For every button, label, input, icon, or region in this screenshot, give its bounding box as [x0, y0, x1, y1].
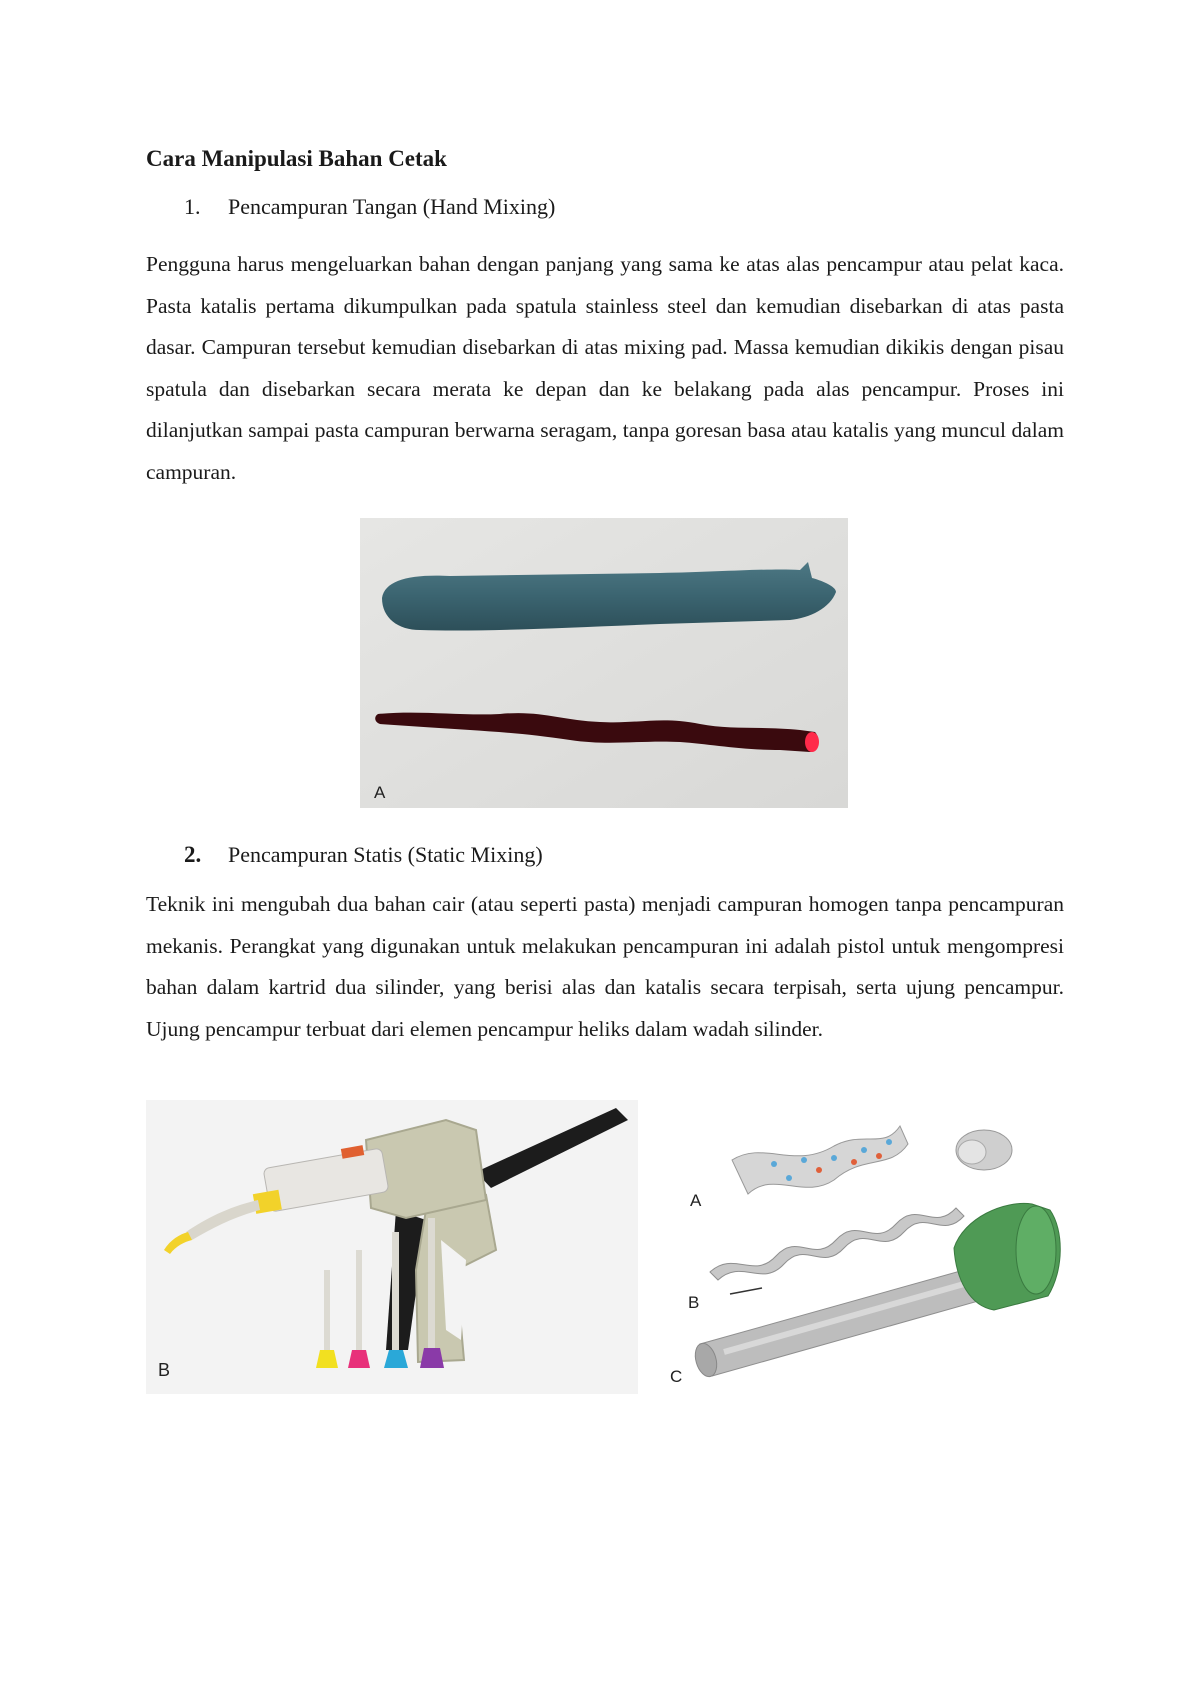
- figure-right-label-a: A: [690, 1191, 702, 1210]
- section-1-title: Pencampuran Tangan (Hand Mixing): [228, 194, 556, 219]
- section-1-number: 1.: [184, 194, 201, 219]
- section-1-heading: [146, 194, 555, 220]
- section-2-title: Pencampuran Statis (Static Mixing): [228, 842, 543, 867]
- section-2-heading: [146, 842, 543, 868]
- figure-a-label: A: [374, 783, 386, 802]
- figure-right-label-b: B: [688, 1293, 700, 1312]
- section-1-paragraph: Pengguna harus mengeluarkan bahan dengan panjang yang sama ke atas alas pencampur atau pelat kaca. Pasta katalis pertama dikumpulkan pada spatula stainless steel dan kemudian disebarkan di atas pasta dasar. Campuran tersebut kemudian disebarkan di atas mixing pad. Massa kemudian dikikis dengan pisau spatula dan disebarkan secara merata ke depan dan ke belakang pada alas pencampur. Proses ini dilanjutkan sampai pasta campuran berwarna seragam, tanpa goresan basa atau katalis yang muncul dalam campuran.: [146, 252, 1064, 484]
- section-2-number: 2.: [184, 842, 202, 867]
- figure-b-left-label: B: [158, 1360, 171, 1380]
- figure-dispensing-gun: [146, 1100, 638, 1394]
- section-2-paragraph: Teknik ini mengubah dua bahan cair (atau seperti pasta) menjadi campuran homogen tanpa pencampuran mekanis. Perangkat yang digunakan untuk melakukan pencampuran ini adalah pistol untuk mengompresi bahan dalam kartrid dua silinder, yang berisi alas dan katalis secara terpisah, serta ujung pencampur. Ujung pencampur terbuat dari elemen pencampur heliks dalam wadah silinder.: [146, 892, 1064, 1041]
- page-title: Cara Manipulasi Bahan Cetak: [146, 146, 447, 171]
- figure-paste-strips: [360, 518, 848, 808]
- figure-static-mixer: [664, 1100, 1104, 1398]
- figure-right-label-c: C: [670, 1367, 683, 1386]
